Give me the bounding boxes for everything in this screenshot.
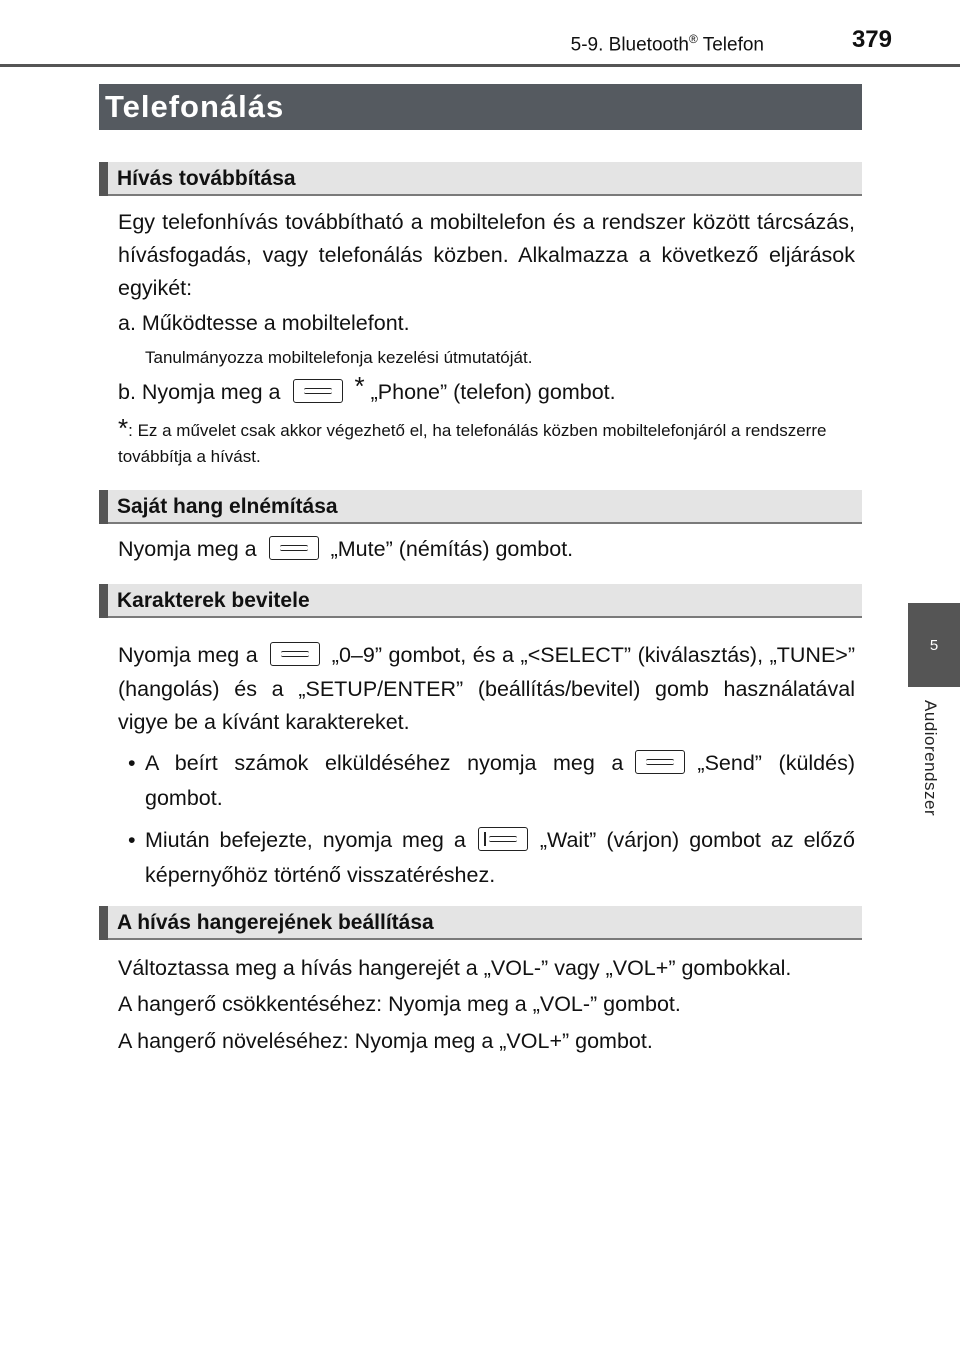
page-title: Telefonálás: [105, 89, 285, 124]
wait-button-icon: [478, 827, 528, 851]
mute-instruction: Nyomja meg a „Mute” (némítás) gombot.: [118, 537, 574, 561]
volume-line-1: Változtassa meg a hívás hangerejét a „VOL-” vagy „VOL+” gombokkal.: [118, 956, 792, 980]
chars-instruction: Nyomja meg a „0–9” gombot, és a „<SELECT” (kiválasztás), „TUNE>” (hangolás) és a „SETUP/ENTER” (beállítás/bevitel) gomb használatával vigye be a kívánt karaktereket.: [118, 643, 855, 734]
option-a-note: Tanulmányozza mobiltelefonja kezelési útmutatóját.: [145, 348, 533, 367]
number-button-icon: [270, 642, 320, 666]
section-heading-transfer: Hívás továbbítása: [99, 162, 862, 196]
section-heading-mute: Saját hang elnémítása: [99, 490, 862, 524]
page-header: [0, 0, 960, 66]
section-heading-volume: A hívás hangerejének beállítása: [99, 906, 862, 940]
send-button-icon: [635, 750, 685, 774]
volume-line-2: A hangerő csökkentéséhez: Nyomja meg a „VOL-” gombot.: [118, 992, 681, 1016]
wait-bullet: • Miután befejezte, nyomja meg a „Wait” (várjon) gombot az előző képernyőhöz történő visszatéréshez.: [128, 828, 855, 887]
send-bullet: • A beírt számok elküldéséhez nyomja meg a „Send” (küldés) gombot.: [128, 751, 855, 810]
section-heading-chars: Karakterek bevitele: [99, 584, 862, 618]
section-title: 5-9. Bluetooth® Telefon: [570, 32, 764, 56]
option-b: b. Nyomja meg a * „Phone” (telefon) gombot.: [118, 371, 616, 404]
option-a: a. Működtesse a mobiltelefont.: [118, 311, 410, 335]
page-number: 379: [851, 26, 892, 53]
page-title-bar: [99, 84, 862, 130]
footnote: *: Ez a művelet csak akkor végezhető el, ha telefonálás közben mobiltelefonjáról a rendszerre továbbítja a hívást.: [118, 413, 827, 466]
phone-button-icon: [293, 379, 343, 403]
transfer-intro: Egy telefonhívás továbbítható a mobiltelefon és a rendszer között tárcsázás, hívásfogadás, vagy telefonálás közben. Alkalmazza a következő eljárások egyikét:: [118, 210, 855, 300]
chapter-tab: 5: [908, 603, 960, 687]
mute-button-icon: [269, 536, 319, 560]
header-rule: [0, 64, 960, 67]
chapter-label: Audiorendszer: [921, 700, 940, 817]
volume-line-3: A hangerő növeléséhez: Nyomja meg a „VOL+” gombot.: [118, 1029, 653, 1053]
